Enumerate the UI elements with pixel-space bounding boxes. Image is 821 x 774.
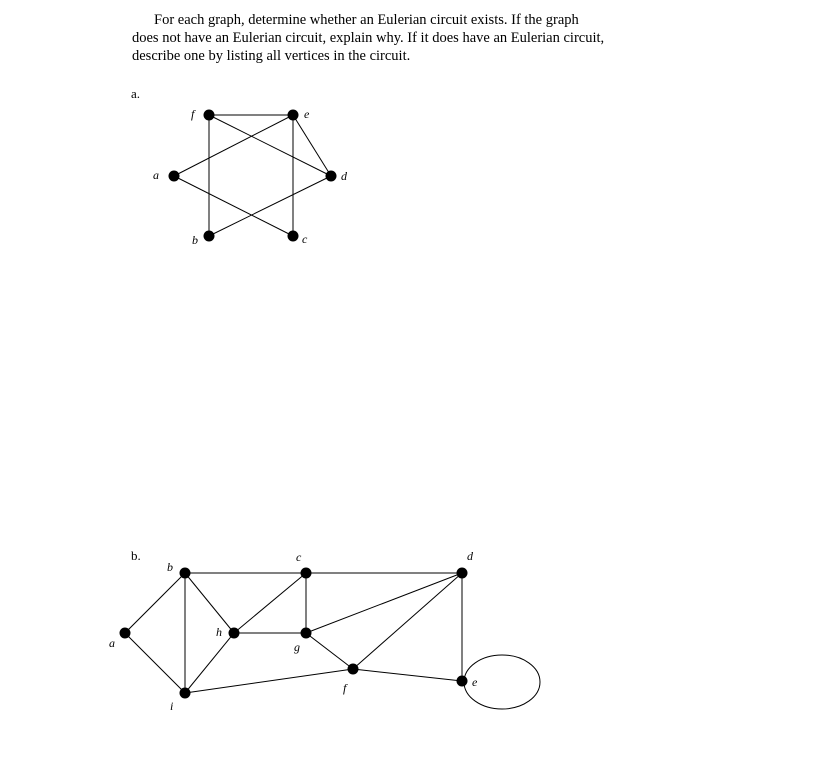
graph-b-label-c: c <box>296 550 302 564</box>
graph-b-edge-g-f <box>306 633 353 669</box>
graph-b-vertex-c <box>301 568 312 579</box>
graph-a-vertex-f <box>204 110 215 121</box>
graph-b-label-f: f <box>343 681 347 695</box>
graph-b-label-e: e <box>472 675 478 689</box>
graph-b-label-h: h <box>216 625 222 639</box>
graph-a-label-b: b <box>192 233 198 247</box>
graph-b-edge-f-e <box>353 669 462 681</box>
graph-a-vertex-e <box>288 110 299 121</box>
graph-b-vertex-f <box>348 664 359 675</box>
graph-b-edge-h-i <box>185 633 234 693</box>
graph-a-edge-b-d <box>209 176 331 236</box>
graph-b-vertex-h <box>229 628 240 639</box>
graph-b-edge-h-c <box>234 573 306 633</box>
graph-b-vertex-i <box>180 688 191 699</box>
graph-a-vertex-c <box>288 231 299 242</box>
graph-a-label-d: d <box>341 169 347 183</box>
graph-b-edge-a-i <box>125 633 185 693</box>
graph-a-edge-e-a <box>174 115 293 176</box>
graph-a-edges <box>174 115 331 236</box>
graph-b-vertex-b <box>180 568 191 579</box>
graph-a-edge-f-d <box>209 115 331 176</box>
graph-a-label-f: f <box>191 107 195 121</box>
graph-a-vertex-a <box>169 171 180 182</box>
graph-a-vertices <box>169 110 337 242</box>
graph-b-edge-a-b <box>125 573 185 633</box>
graph-b-edge-b-h <box>185 573 234 633</box>
graph-b-label-b: b <box>167 560 173 574</box>
graph-a-label-a: a <box>153 168 159 182</box>
graph-b-vertex-a <box>120 628 131 639</box>
graph-a-label-c: c <box>302 232 308 246</box>
part-b-label: b. <box>131 548 141 563</box>
graph-a-vertex-d <box>326 171 337 182</box>
graph-b-label-g: g <box>294 640 300 654</box>
graph-b-label-i: i <box>170 699 174 713</box>
problem-line-1: For each graph, determine whether an Eulerian circuit exists. If the graph <box>154 12 579 28</box>
part-a-label: a. <box>131 86 141 101</box>
graph-b-label-d: d <box>467 549 473 563</box>
problem-line-2: does not have an Eulerian circuit, explain why. If it does have an Eulerian circuit, <box>132 30 605 46</box>
graph-b-edge-f-i <box>185 669 353 693</box>
graph-b-vertex-d <box>457 568 468 579</box>
graph-b-edge-g-d <box>306 573 462 633</box>
graph-b-label-a: a <box>109 636 115 650</box>
graph-a-label-e: e <box>304 107 310 121</box>
problem-line-3: describe one by listing all vertices in the circuit. <box>132 48 411 64</box>
graph-a-vertex-b <box>204 231 215 242</box>
graph-b-vertex-e <box>457 676 468 687</box>
graph-b-vertex-g <box>301 628 312 639</box>
graph-a-edge-a-c <box>174 176 293 236</box>
graph-b-edge-f-d <box>353 573 462 669</box>
